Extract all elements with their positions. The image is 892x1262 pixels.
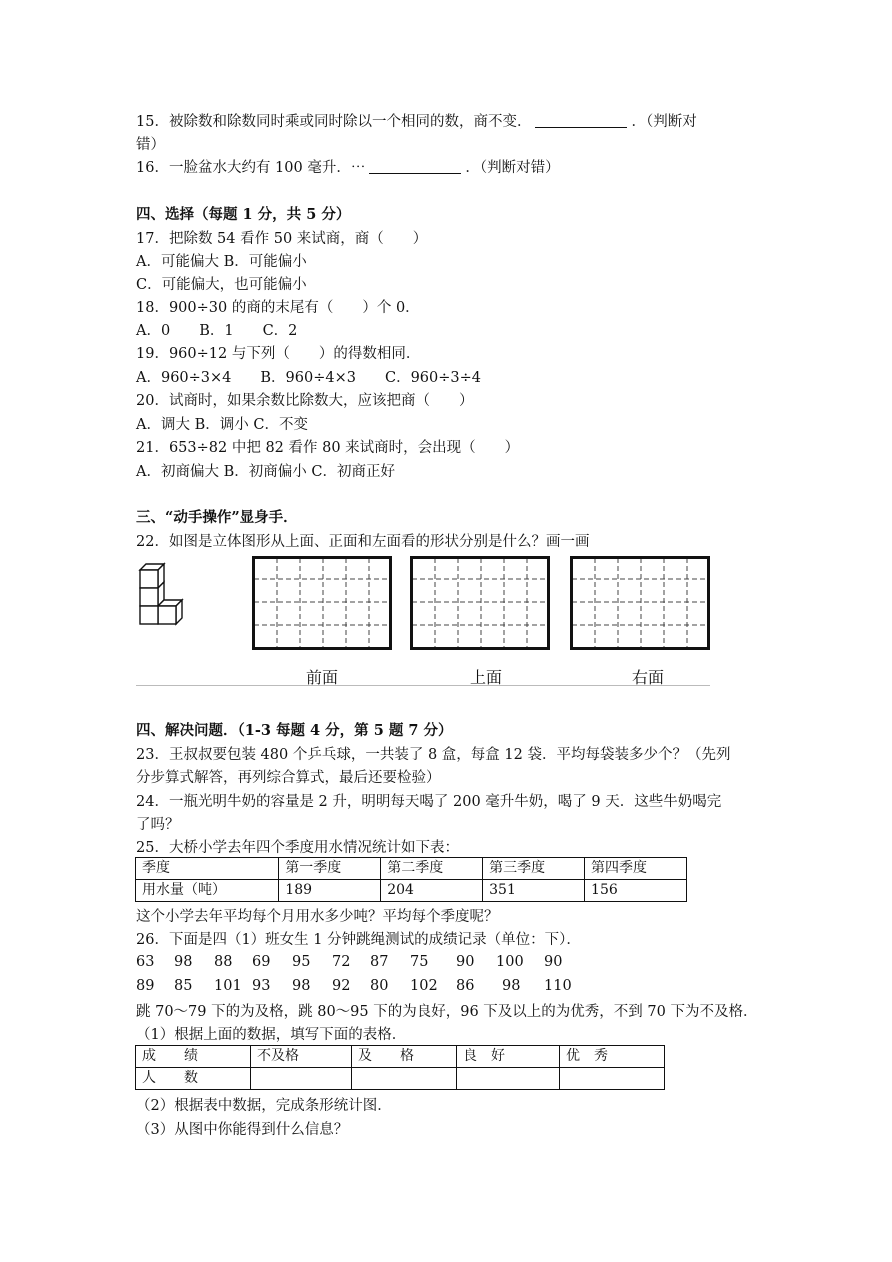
score-value: 98 xyxy=(174,954,193,970)
section-title-choice: 四、选择（每题 1 分，共 5 分） xyxy=(136,206,351,223)
score-value: 90 xyxy=(456,954,475,970)
score-value: 98 xyxy=(502,978,521,994)
q25-question: 这个小学去年平均每个月用水多少吨？平均每个季度呢？ xyxy=(136,909,499,925)
score-value: 98 xyxy=(292,978,311,994)
score-row-2 xyxy=(136,978,736,998)
label-top: 上面 xyxy=(470,668,503,687)
q18-stem: 18．900÷30 的商的末尾有（ ）个 0． xyxy=(136,300,420,316)
q18-options: A．0 B．1 C．2 xyxy=(136,323,298,339)
table-row xyxy=(136,1068,665,1090)
score-value: 92 xyxy=(332,978,351,994)
q17-stem: 17．把除数 54 看作 50 来试商，商（ ） xyxy=(136,231,428,247)
q21-stem: 21．653÷82 中把 82 看作 80 来试商时，会出现（ ） xyxy=(136,440,520,456)
section-title-handson: 三、“动手操作”显身手． xyxy=(136,509,298,526)
score-value: 110 xyxy=(544,978,572,994)
score-value: 100 xyxy=(496,954,524,970)
grade-count-table xyxy=(135,1045,665,1090)
table-cell: 第一季度 xyxy=(279,858,381,880)
grid-top[interactable] xyxy=(410,556,550,650)
q26-rule: 跳 70～79 下的为及格，跳 80～95 下的为良好，96 下及以上的为优秀，不到 70 下为不及格． xyxy=(136,1004,758,1020)
table-cell: 优 秀 xyxy=(560,1046,665,1068)
q23-line1: 23．王叔叔要包装 480 个乒乓球，一共装了 8 盒，每盒 12 袋．平均每袋装多少个？（先列 xyxy=(136,747,731,763)
table-header-row xyxy=(136,1046,665,1068)
q17-option-c: C．可能偏大，也可能偏小 xyxy=(136,277,307,293)
answer-cell[interactable] xyxy=(457,1068,560,1090)
q26-stem: 26．下面是四（1）班女生 1 分钟跳绳测试的成绩记录（单位：下）． xyxy=(136,932,581,948)
score-value: 90 xyxy=(544,954,563,970)
grid-right[interactable] xyxy=(570,556,710,650)
q25-stem: 25．大桥小学去年四个季度用水情况统计如下表： xyxy=(136,840,459,856)
q24-line1: 24．一瓶光明牛奶的容量是 2 升，明明每天喝了 200 毫升牛奶，喝了 9 天．这些牛奶喝完 xyxy=(136,794,722,810)
q20-stem: 20．试商时，如果余数比除数大，应该把商（ ） xyxy=(136,393,474,409)
score-value: 85 xyxy=(174,978,193,994)
score-value: 69 xyxy=(252,954,271,970)
score-value: 89 xyxy=(136,978,155,994)
table-cell: 人 数 xyxy=(136,1068,251,1090)
answer-blank[interactable] xyxy=(535,113,627,128)
q26-sub3: （3）从图中你能得到什么信息？ xyxy=(136,1122,349,1138)
q17-options-ab: A．可能偏大 B．可能偏小 xyxy=(136,254,307,270)
q21-options: A．初商偏大 B．初商偏小 C．初商正好 xyxy=(136,464,395,480)
q19-options: A．960÷3×4 B．960÷4×3 C．960÷3÷4 xyxy=(136,370,481,386)
q22-stem: 22．如图是立体图形从上面、正面和左面看的形状分别是什么？画一画 xyxy=(136,534,590,550)
score-value: 87 xyxy=(370,954,389,970)
label-front: 前面 xyxy=(306,668,339,687)
score-value: 86 xyxy=(456,978,475,994)
answer-cell[interactable] xyxy=(251,1068,352,1090)
label-right: 右面 xyxy=(632,668,665,687)
q20-options: A．调大 B．调小 C．不变 xyxy=(136,417,308,433)
q26-sub2: （2）根据表中数据，完成条形统计图． xyxy=(136,1098,392,1114)
score-value: 102 xyxy=(410,978,438,994)
section-title-problems: 四、解决问题．（1-3 每题 4 分，第 5 题 7 分） xyxy=(136,722,453,739)
table-cell: 第三季度 xyxy=(483,858,585,880)
table-cell: 351 xyxy=(483,880,585,902)
q19-stem: 19．960÷12 与下列（ ）的得数相同． xyxy=(136,346,421,362)
table-cell: 季度 xyxy=(136,858,279,880)
table-cell: 不及格 xyxy=(251,1046,352,1068)
score-value: 101 xyxy=(214,978,242,994)
table-cell: 189 xyxy=(279,880,381,902)
table-cell: 良 好 xyxy=(457,1046,560,1068)
q26-sub1: （1）根据上面的数据，填写下面的表格． xyxy=(136,1027,407,1043)
score-value: 72 xyxy=(332,954,351,970)
cube-stack-figure xyxy=(134,560,194,640)
score-value: 88 xyxy=(214,954,233,970)
q16: 16．一脸盆水大约有 100 毫升．⋯ ．（判断对错） xyxy=(136,160,560,176)
score-value: 80 xyxy=(370,978,389,994)
table-row xyxy=(136,880,687,902)
table-cell: 156 xyxy=(585,880,687,902)
q23-line2: 分步算式解答，再列综合算式，最后还要检验） xyxy=(136,770,441,786)
table-cell: 成 绩 xyxy=(136,1046,251,1068)
table-cell: 204 xyxy=(381,880,483,902)
score-value: 93 xyxy=(252,978,271,994)
answer-cell[interactable] xyxy=(352,1068,457,1090)
grid-front[interactable] xyxy=(252,556,392,650)
score-row-1 xyxy=(136,954,736,974)
score-value: 75 xyxy=(410,954,429,970)
q15-line1: 15．被除数和除数同时乘或同时除以一个相同的数，商不变． ．（判断对 xyxy=(136,114,697,130)
score-value: 63 xyxy=(136,954,155,970)
table-header-row xyxy=(136,858,687,880)
water-usage-table xyxy=(135,857,687,902)
q15-line2: 错） xyxy=(136,137,165,153)
answer-cell[interactable] xyxy=(560,1068,665,1090)
table-cell: 及 格 xyxy=(352,1046,457,1068)
table-cell: 第二季度 xyxy=(381,858,483,880)
table-cell: 第四季度 xyxy=(585,858,687,880)
score-value: 95 xyxy=(292,954,311,970)
divider xyxy=(136,685,710,686)
table-cell: 用水量（吨） xyxy=(136,880,279,902)
q24-line2: 了吗？ xyxy=(136,817,180,833)
answer-blank[interactable] xyxy=(369,159,461,174)
